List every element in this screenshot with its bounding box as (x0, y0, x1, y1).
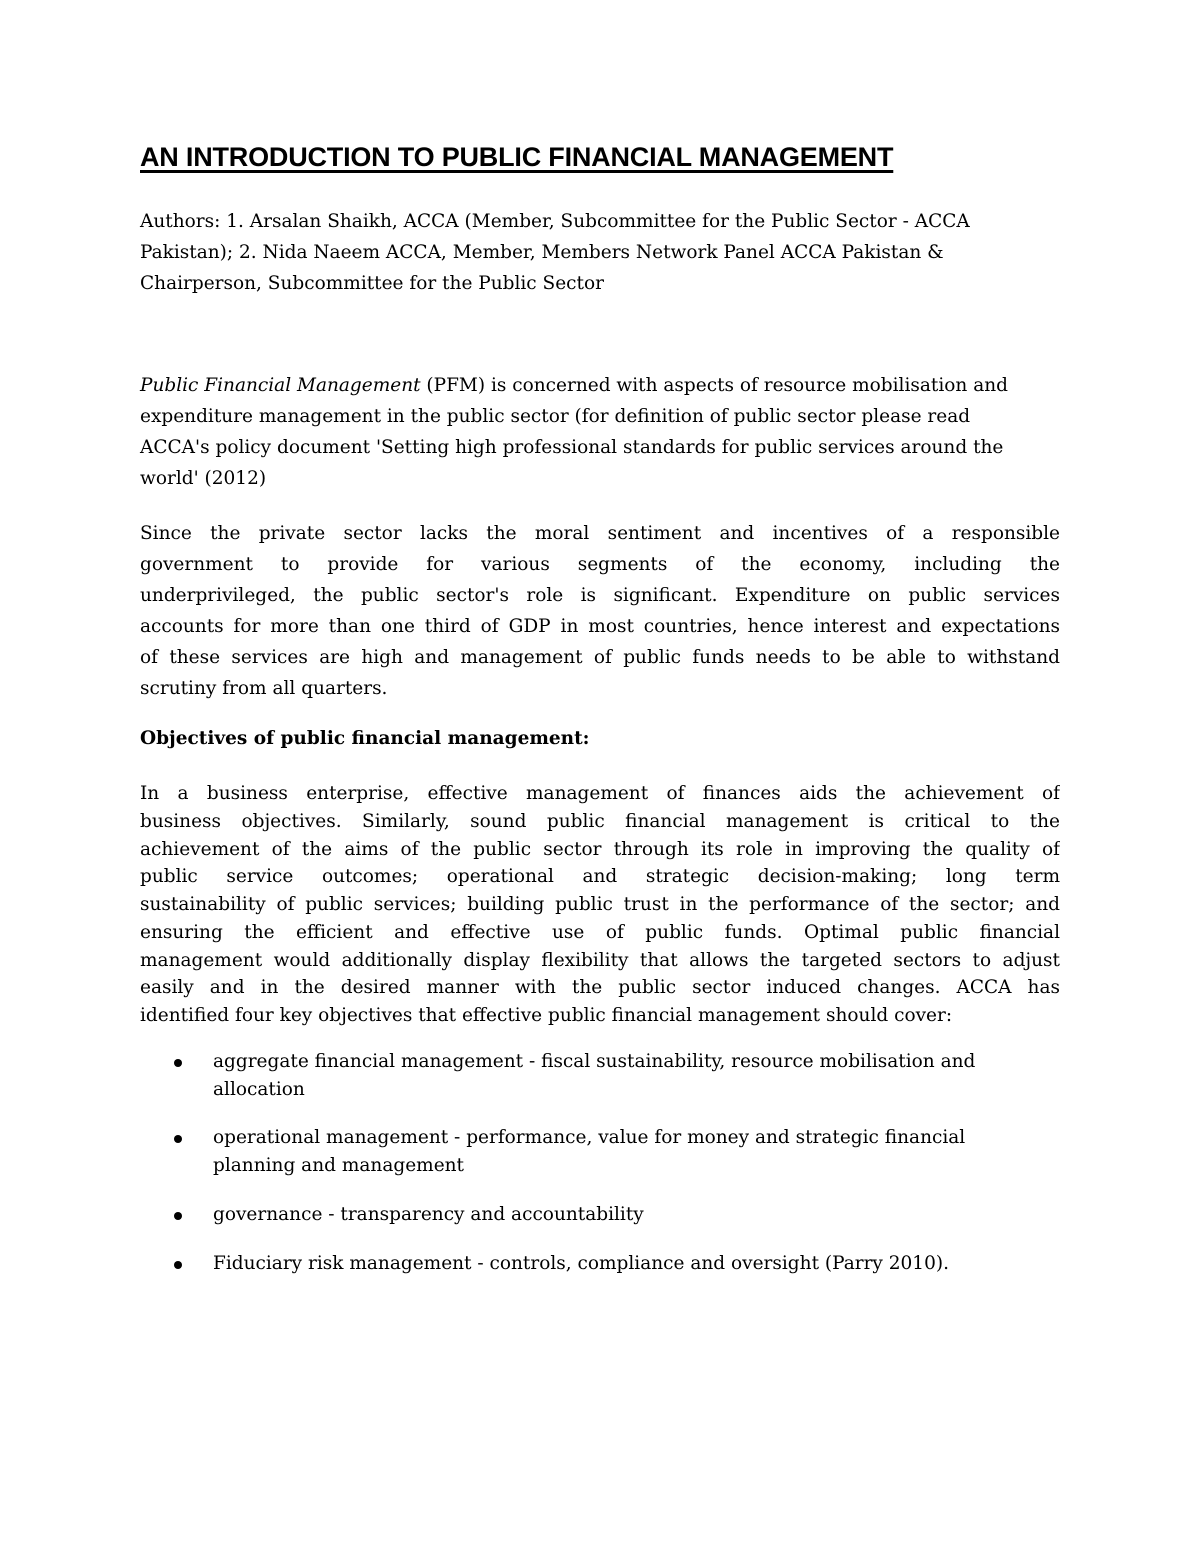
paragraph-line: scrutiny from all quarters. (140, 678, 388, 699)
authors-line: Chairperson, Subcommittee for the Public Sector (140, 273, 604, 294)
intro-paragraph (140, 370, 1060, 494)
paragraph-line: sustainability of public services; building public trust in the performance of the sector; and (140, 894, 1060, 915)
paragraph-line: business objectives. Similarly, sound public financial management is critical to the (140, 810, 1060, 832)
private-sector-paragraph (140, 518, 1060, 704)
paragraph-line: identified four key objectives that effective public financial management should cover: (140, 1005, 953, 1026)
list-item-line: allocation (213, 1079, 305, 1100)
paragraph-line: public service outcomes; operational and strategic decision-making; long term (140, 866, 1060, 888)
list-item-line: Fiduciary risk management - controls, compliance and oversight (Parry 2010). (213, 1253, 949, 1274)
paragraph-line: accounts for more than one third of GDP in most countries, hence interest and expectations (140, 616, 1060, 637)
list-item-text (213, 1048, 975, 1104)
document-title: AN INTRODUCTION TO PUBLIC FINANCIAL MANAGEMENT (140, 142, 894, 172)
pfm-term: Public Financial Management (140, 375, 421, 396)
paragraph-line: government to provide for various segments of the economy, including the (140, 554, 1060, 575)
list-item-line: aggregate financial management - fiscal sustainability, resource mobilisation and (213, 1051, 976, 1072)
paragraph-line: management would additionally display flexibility that allows the targeted sectors to adjust (140, 949, 1060, 971)
bullet-icon (174, 1261, 182, 1269)
paragraph-line: ACCA's policy document 'Setting high professional standards for public services around the (140, 437, 1004, 458)
objectives-heading: Objectives of public financial management: (140, 728, 590, 749)
list-item-line: operational management - performance, value for money and strategic financial (213, 1127, 966, 1148)
paragraph-line: underprivileged, the public sector's role is significant. Expenditure on public services (140, 585, 1060, 606)
paragraph-line: expenditure management in the public sector (for definition of public sector please read (140, 406, 971, 427)
bullet-icon (174, 1212, 182, 1220)
paragraph-line: ensuring the efficient and effective use of public funds. Optimal public financial (140, 921, 1060, 943)
bullet-icon (174, 1059, 182, 1067)
paragraph-line: In a business enterprise, effective management of finances aids the achievement of (140, 783, 1060, 804)
paragraph-line: world' (2012) (140, 468, 267, 489)
list-item-text (213, 1250, 949, 1278)
paragraph-line: Since the private sector lacks the moral sentiment and incentives of a responsible (140, 523, 1060, 544)
list-item-text (213, 1124, 965, 1180)
authors-paragraph (140, 206, 1060, 299)
authors-line: Pakistan); 2. Nida Naeem ACCA, Member, Members Network Panel ACCA Pakistan & (140, 242, 944, 263)
bullet-icon (174, 1135, 182, 1143)
objectives-paragraph (140, 780, 1060, 1030)
paragraph-text: (PFM) is concerned with aspects of resource mobilisation and (420, 375, 1008, 396)
list-item-line: governance - transparency and accountability (213, 1204, 644, 1225)
paragraph-line: of these services are high and management of public funds needs to be able to withstand (140, 647, 1060, 668)
list-item-line: planning and management (213, 1155, 464, 1176)
paragraph-line (140, 370, 1060, 401)
authors-line: Authors: 1. Arsalan Shaikh, ACCA (Member, Subcommittee for the Public Sector - ACCA (140, 211, 970, 232)
list-item-text (213, 1201, 644, 1229)
paragraph-line: achievement of the aims of the public sector through its role in improving the quality of (140, 838, 1060, 860)
paragraph-line: easily and in the desired manner with the public sector induced changes. ACCA has (140, 977, 1060, 999)
